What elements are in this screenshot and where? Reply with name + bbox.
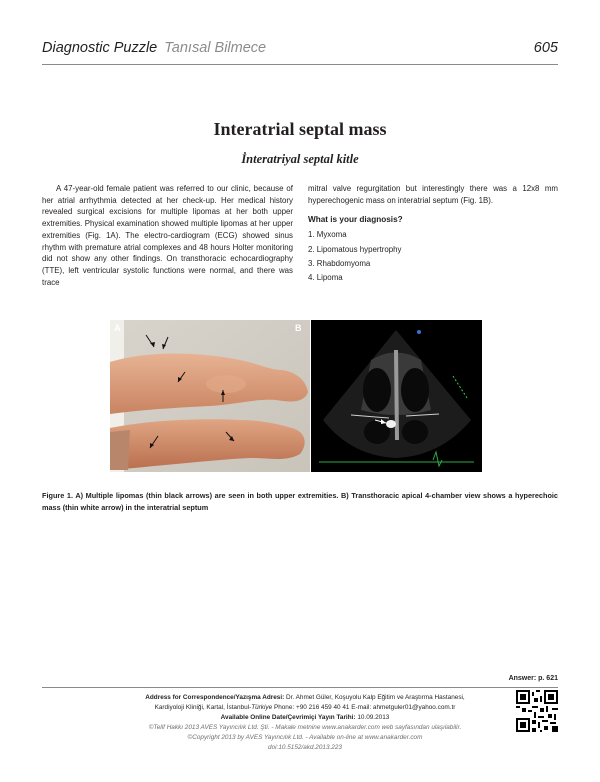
panel-label-b: B: [295, 323, 302, 333]
online-date-value: 10.09.2013: [357, 713, 390, 721]
option-item: 4. Lipoma: [308, 273, 343, 283]
online-date-line: [105, 713, 505, 723]
option-item: 3. Rhabdomyoma: [308, 258, 371, 268]
address-country: Türkiye: [251, 703, 273, 711]
copyright-en: ©Copyright 2013 by AVES Yayıncılık Ltd. - Available on-line at www.anakarder.com: [187, 733, 423, 741]
article-title: Interatrial septal mass: [213, 119, 387, 139]
option-item: 2. Lipomatous hypertrophy: [308, 244, 402, 254]
doi-link[interactable]: doi:10.5152/akd.2013.223: [268, 743, 342, 751]
diagnosis-question: What is your diagnosis?: [308, 215, 403, 225]
address-part-a: Kardiyoloji Kliniği, Kartal, İstanbul-: [154, 703, 252, 711]
article-subtitle: İnteratriyal septal kitle: [241, 152, 359, 166]
contact-text: Phone: +90 216 459 40 41 E-mail: ahmetguler01@yahoo.com.tr: [273, 703, 456, 711]
panel-label-a: A: [114, 323, 121, 333]
copyright-tr: ©Telif Hakkı 2013 AVES Yayıncılık Ltd. Şti. - Makale metnine www.anakarder.com web sayfasından ulaşılabilir.: [148, 723, 462, 731]
qr-code-icon[interactable]: [516, 690, 558, 732]
body-paragraph-left: A 47-year-old female patient was referred to our clinic, because of her atrial arrhythmia detected at her check-up. Her medical history revealed surgical excisions for multiple lipomas at her both upper extremities. Physical examination showed multiple lipomas at her upper extremities (Fig. 1A). The electro-cardiogram (ECG) showed sinus rhythm with premature atrial complexes and 48 hours Holter monitoring did not show any other findings. On transthoracic echocardiography (TTE), left ventricular systolic functions were normal, and there was trace: [42, 184, 293, 287]
online-date-label: Available Online Date/Çevrimiçi Yayın Tarihi:: [220, 713, 356, 721]
figure-panel-b: [295, 320, 482, 472]
diagnosis-options: [308, 228, 558, 286]
address-line-1: [105, 693, 505, 703]
running-header: [42, 40, 558, 62]
body-paragraph-right: mitral valve regurgitation but interestingly there was a 12x8 mm hyperechogenic mass on interatrial septum (Fig. 1B).: [308, 184, 558, 205]
figure-caption: Figure 1. A) Multiple lipomas (thin black arrows) are seen in both upper extremities. B) Transthoracic apical 4-chamber view shows a hyperechoic mass (thin white arrow) in the interatrial septum: [42, 491, 558, 512]
address-label: Address for Correspondence/Yazışma Adresi:: [145, 694, 285, 701]
figure-1: [110, 320, 482, 472]
body-column-right: [308, 183, 558, 286]
option-item: 1. Myxoma: [308, 230, 347, 240]
section-name-en: Diagnostic Puzzle: [42, 40, 158, 56]
address-line-2: [105, 703, 505, 713]
section-heading: [42, 40, 266, 56]
figure-panel-a: [110, 320, 310, 472]
header-rule: [42, 64, 558, 65]
correspondence-footer: [105, 693, 505, 752]
answer-reference: Answer: p. 621: [508, 675, 558, 682]
body-column-left: [42, 183, 293, 288]
address-text: Dr. Ahmet Güler, Koşuyolu Kalp Eğitim ve Araştırma Hastanesi,: [286, 694, 465, 701]
page-number: 605: [533, 40, 558, 56]
arms-photo-image: [110, 320, 310, 472]
echocardiogram-image: [311, 320, 482, 472]
section-name-tr: Tanısal Bilmece: [164, 40, 267, 56]
footer-rule: [42, 687, 558, 688]
